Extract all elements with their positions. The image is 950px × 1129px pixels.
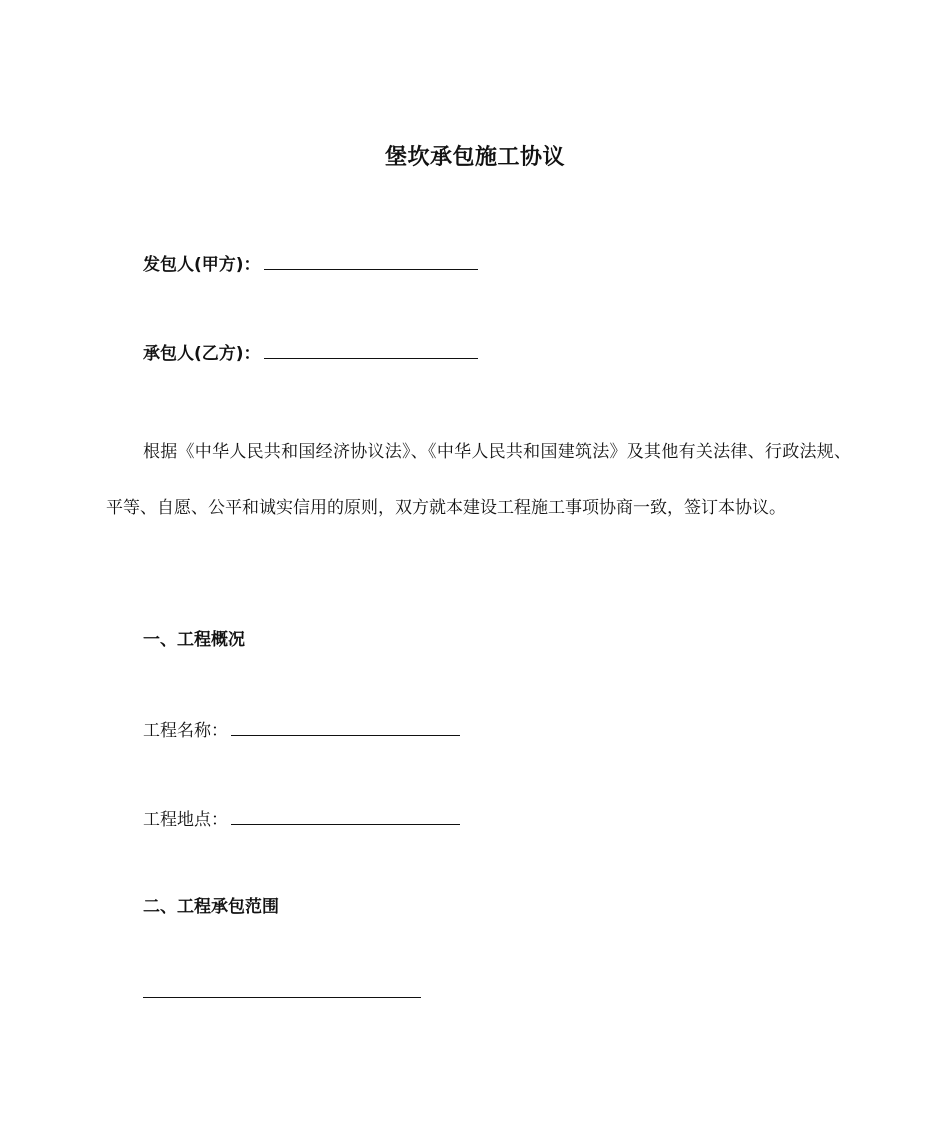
party-a-label: 发包人(甲方)： — [143, 255, 261, 275]
scope-blank-line — [143, 997, 421, 998]
party-b-blank — [264, 340, 478, 359]
project-location-line — [143, 806, 460, 832]
project-location-label: 工程地点： — [143, 810, 228, 830]
intro-paragraph: 根据《中华人民共和国经济协议法》、《中华人民共和国建筑法》及其他有关法律、行政法规、平等、自愿、公平和诚实信用的原则，双方就本建设工程施工事项协商一致，签订本协议。 — [106, 442, 851, 518]
party-b-line — [143, 340, 478, 366]
document-title: 堡坎承包施工协议 — [384, 145, 565, 170]
section-2-heading: 二、工程承包范围 — [143, 897, 279, 917]
section-1-heading: 一、工程概况 — [143, 630, 245, 650]
party-a-blank — [264, 251, 478, 270]
project-name-label: 工程名称： — [143, 721, 228, 741]
project-name-line — [143, 717, 460, 743]
project-name-blank — [231, 717, 460, 736]
party-a-line — [143, 251, 478, 277]
project-location-blank — [231, 806, 460, 825]
party-b-label: 承包人(乙方)： — [143, 344, 261, 364]
